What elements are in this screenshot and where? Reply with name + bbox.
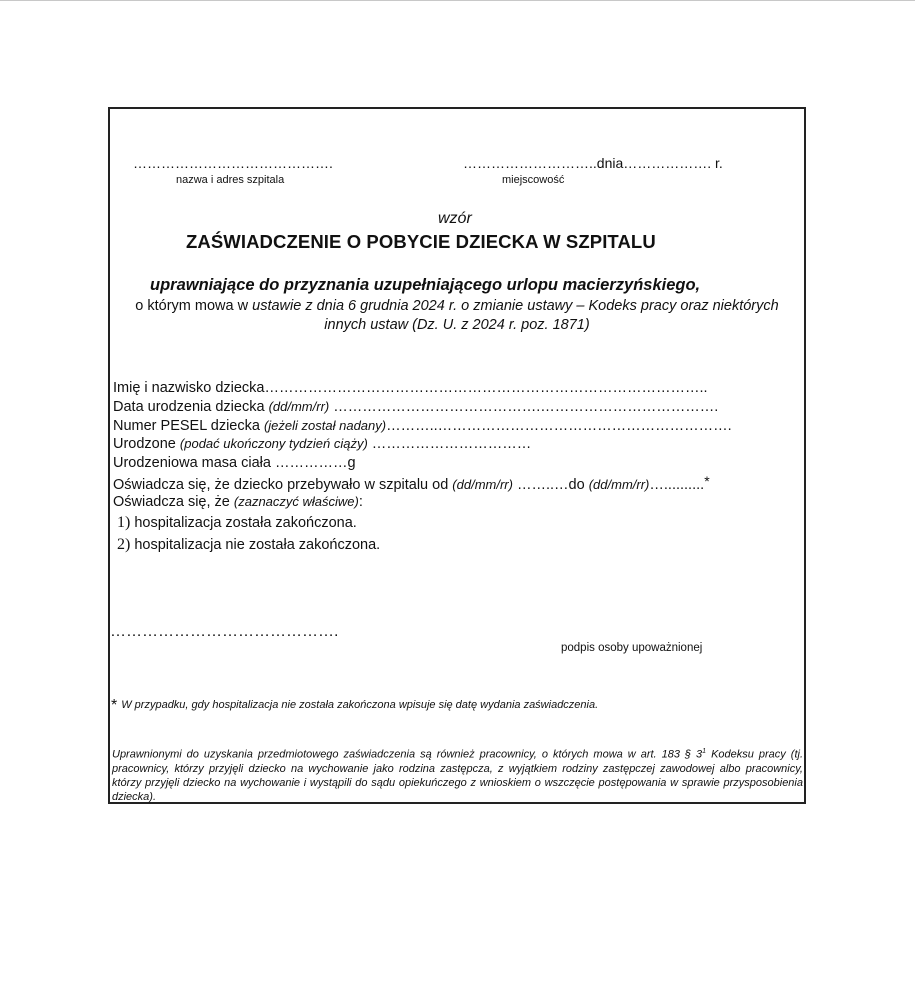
born-week-field[interactable]: …………………………… (367, 436, 532, 452)
footnote-text: W przypadku, gdy hospitalizacja nie została zakończona wpisuje się datę wydania zaświadczenia. (121, 699, 599, 711)
option-text: hospitalizacja została zakończona. (130, 515, 357, 531)
legal-basis (110, 297, 804, 335)
footnote-star: * (111, 697, 118, 714)
template-marker: wzór (438, 210, 472, 227)
hospital-stay-row (113, 473, 710, 493)
note-text-end: Kodeksu pracy (tj. pracownicy, którzy przyjęli dziecko na wychowanie jako rodzina zastępcza, z wyjątkiem rodziny zastępczej zawodowej albo pracownicy, którzy przyjęli dziecko na wychowanie i wystąpili do sądu opiekuńczego z wnioskiem o wszczęcie postępowania w sprawie przysposobienia dziecka). (112, 748, 803, 803)
birth-mass-field[interactable]: ……………g (275, 455, 356, 471)
birth-mass-label: Urodzeniowa masa ciała (113, 455, 275, 471)
place-date-field[interactable]: ………………………..dnia………………. r. (463, 155, 723, 171)
option-text: hospitalizacja nie została zakończona. (130, 537, 381, 553)
birth-date-label: Data urodzenia dziecka (113, 399, 269, 415)
signature-label: podpis osoby upoważnionej (561, 642, 703, 654)
pesel-row (113, 418, 732, 434)
hospital-name-field[interactable]: ……………………………………. (133, 155, 333, 171)
pesel-label: Numer PESEL dziecka (113, 418, 264, 434)
option-number: 2) (117, 536, 131, 553)
declaration-label: Oświadcza się, że (113, 494, 234, 510)
stay-to-hint: (dd/mm/rr) (588, 477, 650, 492)
born-week-hint: (podać ukończony tydzień ciąży) (179, 436, 368, 451)
born-week-row (113, 436, 531, 452)
option-completed[interactable] (117, 514, 357, 532)
eligibility-note (112, 745, 803, 804)
pesel-field[interactable]: ………..……………………………………………………. (386, 418, 732, 434)
child-name-row (113, 380, 708, 396)
document-title: ZAŚWIADCZENIE O POBYCIE DZIECKA W SZPITALU (186, 231, 656, 252)
certificate-form (108, 107, 806, 804)
child-name-field[interactable]: ……………………………………………………………………………….. (264, 380, 708, 396)
hospital-name-label: nazwa i adres szpitala (176, 174, 285, 186)
legal-basis-act-cont: innych ustaw (Dz. U. z 2024 r. poz. 1871) (324, 317, 590, 333)
born-week-label: Urodzone (113, 436, 180, 452)
declaration-colon: : (358, 494, 363, 510)
legal-basis-prefix: o którym mowa w (135, 298, 253, 314)
stay-from-field[interactable]: ……..…do (512, 477, 589, 493)
place-label: miejscowość (502, 174, 565, 186)
declaration-row (113, 494, 363, 510)
child-name-label: Imię i nazwisko dziecka (113, 380, 265, 396)
note-superscript: 1 (702, 748, 707, 755)
birth-date-row (113, 399, 718, 415)
note-text-start: Uprawnionymi do uzyskania przedmiotowego zaświadczenia są również pracownicy, o których mowa w art. 183 § 3 (112, 748, 703, 761)
stay-from-hint: (dd/mm/rr) (452, 477, 513, 492)
birth-date-hint: (dd/mm/rr) (268, 399, 330, 414)
document-subtitle: uprawniające do przyznania uzupełniającego urlopu macierzyńskiego, (150, 276, 701, 294)
legal-basis-act: ustawie z dnia 6 grudnia 2024 r. o zmianie ustawy – Kodeks pracy oraz niektórych (252, 298, 779, 314)
birth-mass-row (113, 455, 356, 471)
footnote-marker: * (704, 473, 710, 489)
birth-date-field[interactable]: …………………………………….………………………………. (329, 399, 719, 415)
top-divider (0, 0, 915, 1)
option-number: 1) (117, 514, 131, 531)
pesel-hint: (jeżeli został nadany) (263, 418, 387, 433)
signature-field[interactable]: ……………………………………. (110, 623, 339, 640)
footnote (111, 697, 598, 715)
option-not-completed[interactable] (117, 536, 380, 554)
hospital-stay-label: Oświadcza się, że dziecko przebywało w szpitalu od (113, 477, 453, 493)
stay-to-field[interactable]: ….......... (649, 477, 705, 493)
declaration-hint: (zaznaczyć właściwe) (233, 494, 359, 509)
